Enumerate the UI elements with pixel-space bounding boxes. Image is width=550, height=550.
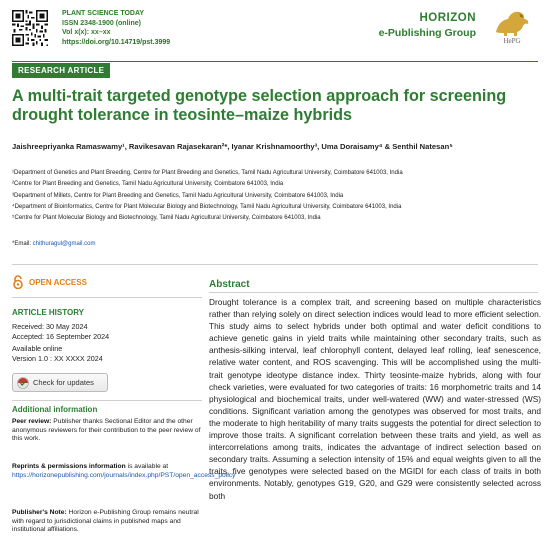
lion-emblem-icon bbox=[490, 6, 534, 38]
journal-name: PLANT SCIENCE TODAY bbox=[62, 10, 145, 17]
additional-info-heading: Additional information bbox=[12, 405, 98, 414]
reprints-link[interactable]: https://horizonepublishing.com/journals/index.php/PST/open_access_policy bbox=[12, 471, 236, 479]
publisher-line2: e-Publishing Group bbox=[378, 27, 476, 39]
header-rule bbox=[12, 61, 538, 62]
affiliation-3: ³Department of Millets, Centre for Plant Breeding and Genetics, Tamil Nadu Agricultural University, Coimbatore 641003, India bbox=[12, 192, 344, 199]
accepted-date: Accepted: 16 September 2024 bbox=[12, 332, 110, 341]
qr-code[interactable] bbox=[12, 10, 48, 46]
article-history-heading: ARTICLE HISTORY bbox=[12, 308, 85, 317]
open-access-text: OPEN ACCESS bbox=[29, 277, 87, 287]
email-label: *Email: bbox=[12, 241, 33, 247]
publisher-line1: HORIZON bbox=[419, 12, 476, 24]
peer-review-label: Peer review: bbox=[12, 418, 52, 425]
received-date: Received: 30 May 2024 bbox=[12, 322, 88, 331]
check-updates-label: Check for updates bbox=[33, 378, 94, 387]
logo-text: HePG bbox=[503, 37, 521, 45]
corresponding-email bbox=[12, 241, 95, 247]
abstract-rule bbox=[209, 292, 538, 293]
journal-volume: Vol x(x): xx–xx bbox=[62, 29, 111, 37]
crossmark-icon bbox=[17, 377, 29, 389]
abstract-heading: Abstract bbox=[209, 279, 250, 290]
affiliations bbox=[12, 168, 542, 224]
article-title: A multi-trait targeted genotype selection approach for screening drought tolerance in teosinte–maize hybrids bbox=[12, 87, 507, 124]
affiliation-4: ⁴Department of Bioinformatics, Centre for Plant Molecular Biology and Biotechnology, Tamil Nadu Agricultural University, Coimbatore 641003, India bbox=[12, 203, 402, 210]
publisher-logo bbox=[490, 6, 534, 46]
publisher-note-label: Publisher's Note: bbox=[12, 509, 67, 516]
journal-info bbox=[62, 9, 170, 47]
section-divider bbox=[12, 264, 538, 265]
peer-review-note bbox=[12, 418, 204, 444]
doi-link[interactable]: https://doi.org/10.14719/pst.3999 bbox=[62, 38, 171, 46]
affiliation-5: ⁵Centre for Plant Molecular Biology and Biotechnology, Tamil Nadu Agricultural University, Coimbatore 641003, India bbox=[12, 215, 321, 222]
journal-issn: ISSN 2348-1900 (online) bbox=[62, 19, 141, 27]
author-list: Jaishreepriyanka Ramaswamy¹, Ravikesavan Rajasekaran²*, Iyanar Krishnamoorthy³, Uma Doraisamy⁴ & Senthil Natesan⁵ bbox=[12, 142, 453, 151]
affiliation-2: ²Centre for Plant Breeding and Genetics, Tamil Nadu Agricultural University, Coimbatore 641003, India bbox=[12, 181, 284, 188]
affiliation-1: ¹Department of Genetics and Plant Breeding, Centre for Plant Breeding and Genetics, Tamil Nadu Agricultural University, Coimbatore 641003, India bbox=[12, 170, 403, 176]
publisher-note bbox=[12, 509, 204, 535]
article-type-badge: RESEARCH ARTICLE bbox=[12, 63, 110, 78]
open-access-label bbox=[12, 275, 87, 289]
left-divider-2 bbox=[12, 400, 202, 401]
publisher-note-text: Horizon e-Publishing Group remains neutral with regard to jurisdictional claims in published maps and institutional affiliations. bbox=[12, 509, 199, 534]
left-divider bbox=[12, 297, 202, 298]
check-for-updates-button[interactable] bbox=[12, 373, 108, 392]
article-history bbox=[12, 322, 109, 364]
email-address[interactable]: chithuragul@gmail.com bbox=[32, 241, 96, 247]
reprints-text: is available at bbox=[125, 463, 169, 470]
open-lock-icon bbox=[12, 275, 24, 289]
peer-review-text: Publisher thanks Sectional Editor and the other anonymous reviewers for their contribution to the peer review of this work. bbox=[12, 418, 201, 443]
abstract-text: Drought tolerance is a complex trait, and screening based on multiple characteristics rather than relying solely on direct selection indices would lead to more efficient selection. This study aims to select hybrids under both optimal and water deficit conditions to achieve genetic gains in yield traits while maintaining other secondary traits, such as anthesis-silking interval, leaf chlorophyll content, delayed leaf rolling, leaf senescence, relative water content, and ROS scavenging. This will be accomplished using the multi-trait genotype ideotype distance index. Thirty teosinte-maize hybrids, along with four check varieties, were evaluated for two categories of traits: 16 morphometric traits and 14 physiological and biochemical traits, under well-watered (WW) and water-stressed (WS) conditions. Significant variation among the genotypes was observed for most traits, and the moderate to high heritability of many traits suggests the potential for direct selection to improve those traits. A significant correlation between these traits and yield, as well as intercorrelations among traits, indicates the advantage of indirect selection based on secondary traits. Assuming a selection intensity of 15% and equal weights given to all the traits, five genotypes were selected based on the MGIDI for each class of traits in both environments. Notably, genotypes G19, G20, and G29 were consistently selected across both bbox=[209, 297, 541, 501]
available-online: Available online bbox=[12, 344, 63, 353]
reprints-note bbox=[12, 463, 236, 480]
version-info: Version 1.0 : XX XXXX 2024 bbox=[12, 354, 103, 363]
publisher-name bbox=[379, 12, 476, 39]
reprints-label: Reprints & permissions information bbox=[12, 463, 126, 470]
